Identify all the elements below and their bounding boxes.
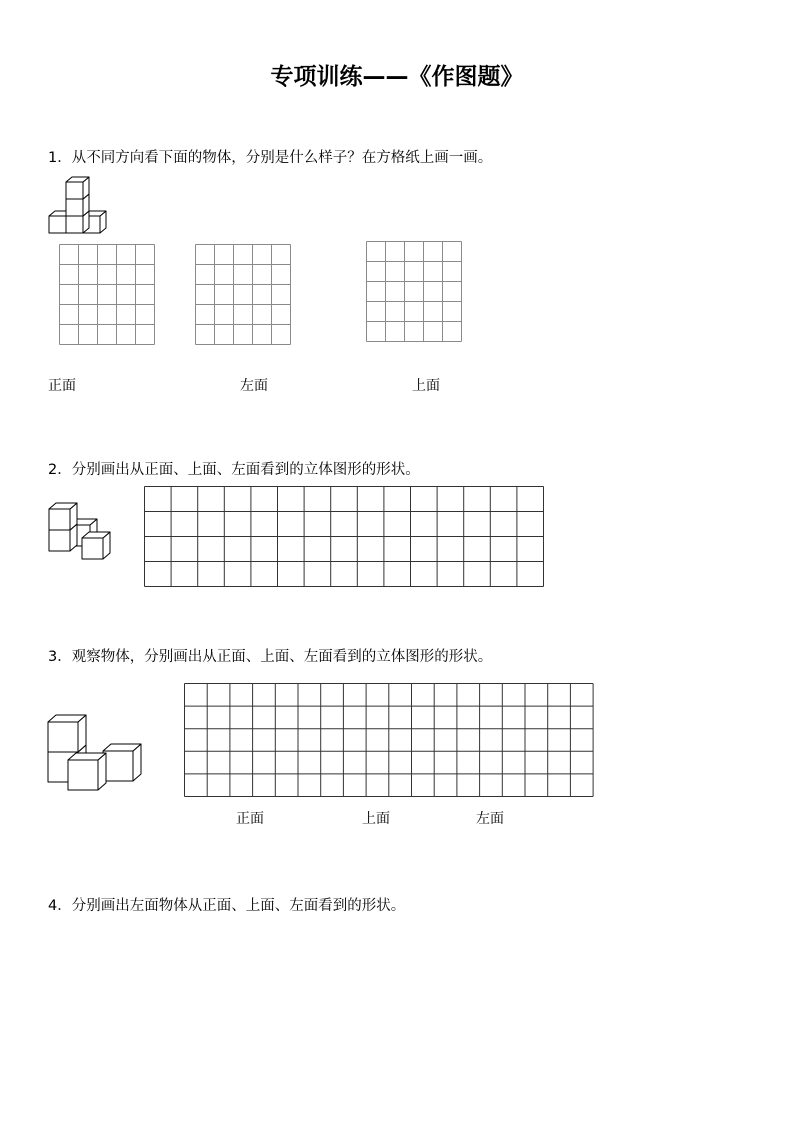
label-top: 上面 xyxy=(362,811,390,827)
question-3-cube-figure xyxy=(44,710,148,796)
question-2-text: 2．分别画出从正面、上面、左面看到的立体图形的形状。 xyxy=(48,462,420,478)
label-top: 上面 xyxy=(412,378,440,394)
question-1-grid-front xyxy=(59,244,156,346)
label-left: 左面 xyxy=(476,811,504,827)
question-2-grid xyxy=(144,486,546,589)
page-title: 专项训练——《作图题》 xyxy=(270,64,524,90)
label-front: 正面 xyxy=(236,811,264,827)
question-1-text: 1．从不同方向看下面的物体，分别是什么样子？在方格纸上画一画。 xyxy=(48,150,493,166)
question-3-grid xyxy=(184,683,595,798)
question-3-text: 3．观察物体，分别画出从正面、上面、左面看到的立体图形的形状。 xyxy=(48,649,493,665)
question-1-grid-left xyxy=(195,244,292,346)
question-4-text: 4．分别画出左面物体从正面、上面、左面看到的形状。 xyxy=(48,898,406,914)
question-2-cube-figure xyxy=(44,498,124,564)
label-front: 正面 xyxy=(48,378,76,394)
question-1-cube-figure xyxy=(44,172,114,238)
question-1-grid-top xyxy=(366,241,463,343)
label-left: 左面 xyxy=(240,378,268,394)
